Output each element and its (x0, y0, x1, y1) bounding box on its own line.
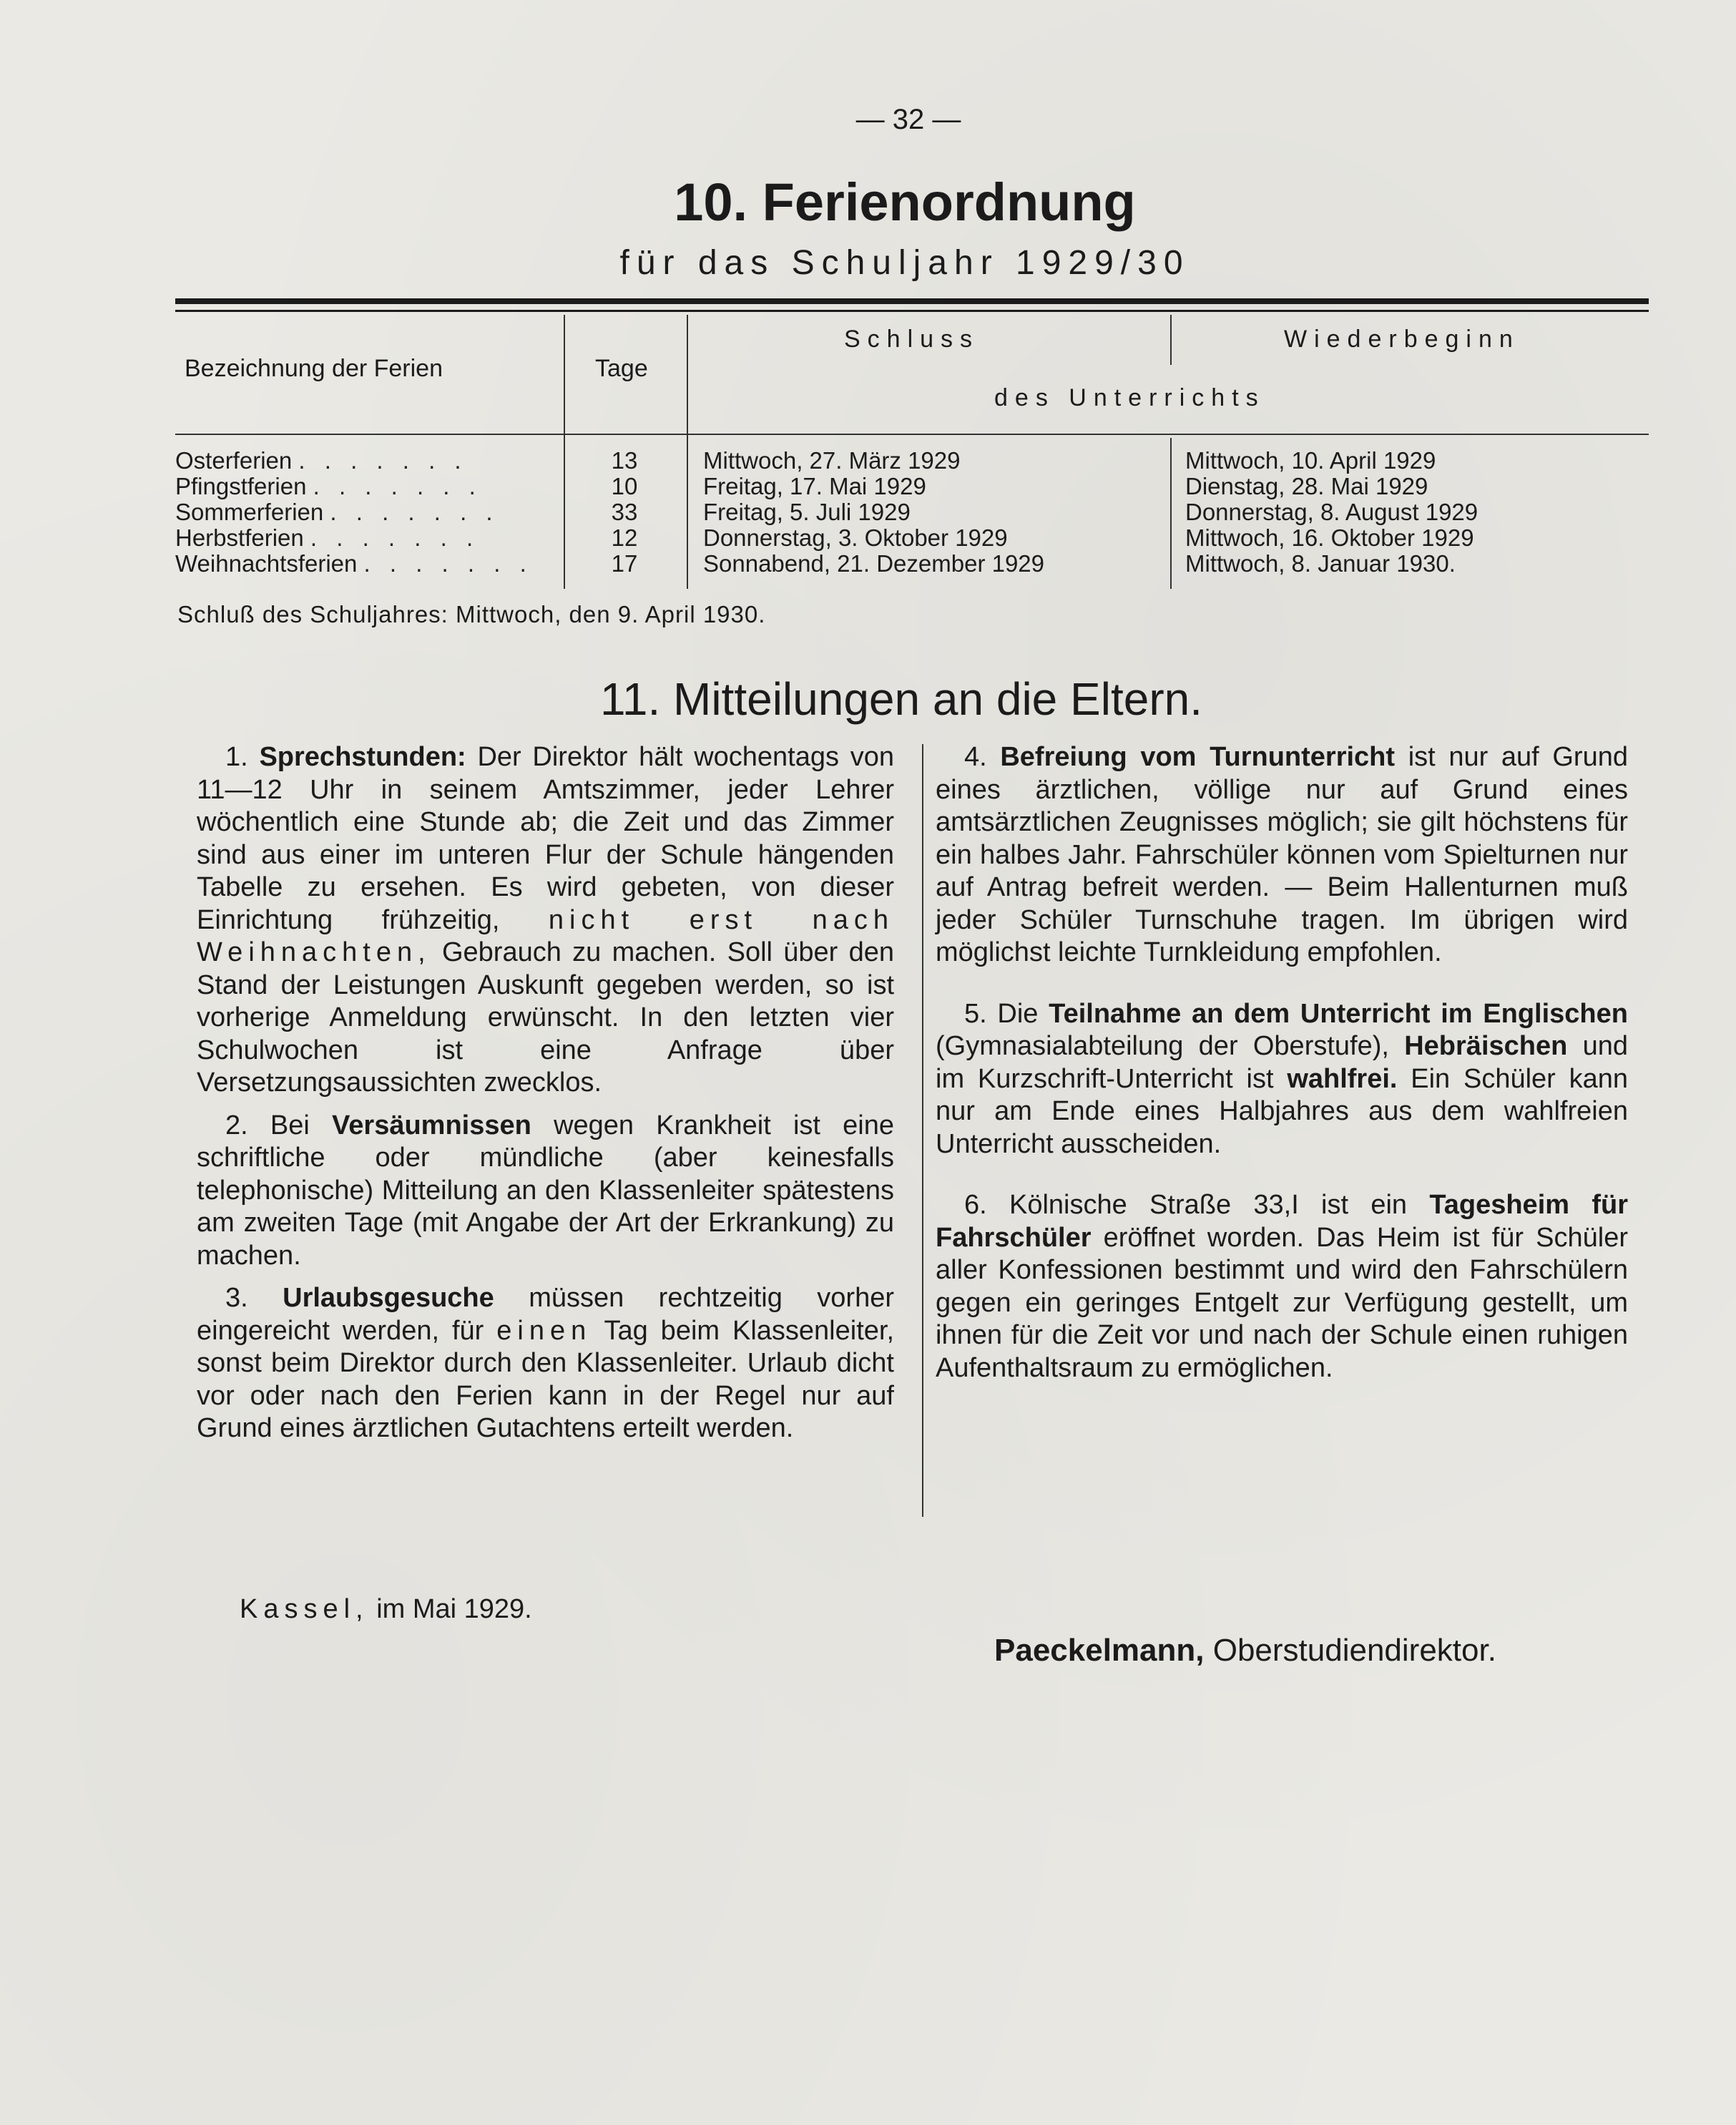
item-text: und im Kurzschrift-Unterricht ist (936, 1031, 1629, 1094)
signer-name: Paeckelmann, (994, 1633, 1205, 1668)
dot-leader: . . . . . . . (330, 499, 499, 525)
notice-item-3 (197, 1282, 894, 1445)
holiday-wiederbeginn: Dienstag, 28. Mai 1929 (1185, 473, 1428, 499)
holiday-wiederbeginn: Mittwoch, 16. Oktober 1929 (1185, 524, 1474, 551)
table-column-divider (1170, 315, 1172, 365)
holiday-days: 12 (611, 524, 638, 551)
dot-leader: . . . . . . . (363, 550, 533, 577)
header-schluss: Schluss (844, 326, 980, 353)
header-bezeichnung: Bezeichnung der Ferien (185, 355, 443, 382)
item-lead: Hebräischen (1404, 1031, 1568, 1061)
item-text: eröffnet worden. Das Heim ist für Schüler aller Konfessionen bestimmt und wird den Fahrschülern gegen ein geringes Entgelt zur Verfügung gestellt, um ihnen für die Zeit vor und nach der Schule einen ruhigen Aufenthaltsraum zu ermöglichen. (936, 1222, 1628, 1383)
signature (994, 1633, 1496, 1669)
header-wiederbeginn: Wiederbeginn (1284, 326, 1520, 353)
header-tage: Tage (595, 355, 648, 382)
table-column-divider (1170, 438, 1172, 589)
item-emphasis: einen (496, 1315, 592, 1346)
item-text: Ein Schüler kann nur am Ende eines Halbjahres aus dem wahlfreien Unterricht ausscheiden. (936, 1063, 1629, 1159)
item-lead: Befreiung vom Turnunterricht (1000, 742, 1396, 772)
holiday-schluss: Freitag, 17. Mai 1929 (703, 473, 926, 499)
place-date-text: im Mai 1929. (376, 1594, 532, 1624)
item-number: 5. (964, 998, 987, 1029)
item-text: Tag beim Klassenleiter, sonst beim Direktor durch den Klassenleiter. Urlaub dicht vor oder nach den Ferien kann in der Regel nur auf Grund eines ärztlichen Gutachtens erteilt werden. (197, 1315, 894, 1443)
holiday-wiederbeginn: Mittwoch, 10. April 1929 (1185, 447, 1436, 474)
dot-leader: . . . . . . . (310, 524, 480, 551)
holiday-days: 17 (611, 550, 638, 577)
right-column (936, 741, 1628, 1384)
column-divider (922, 744, 923, 1517)
item-text: Der Direktor hält wochentags von 11—12 Uhr in seinem Amtszimmer, jeder Lehrer wöchentlich eine Stunde ab; die Zeit und das Zimmer sind aus einer im unteren Flur der Schule hängenden Tabelle zu ersehen. Es wird gebeten, von dieser Einrichtung frühzeitig, (197, 742, 894, 935)
section-10-subtitle: für das Schuljahr 1929/30 (619, 244, 1190, 282)
table-column-divider (687, 315, 688, 589)
item-text: ist nur auf Grund eines ärztlichen, völlige nur auf Grund eines amtsärztlichen Zeugnisses möglich; sie gilt höchstens für ein halbes Jahr. Fahrschüler können vom Spielturnen nur auf Antrag befreit werden. — Beim Hallenturnen muß jeder Schüler Turnschuhe tragen. Im übrigen wird möglichst leichte Turnkleidung empfohlen. (936, 742, 1628, 967)
holiday-name: Osterferien (175, 447, 293, 474)
item-text: (Gymnasialabteilung der Oberstufe), (936, 1031, 1389, 1061)
table-top-rule-thin (175, 310, 1649, 312)
holiday-schluss: Freitag, 5. Juli 1929 (703, 499, 911, 525)
item-emphasis: nicht erst nach Weihnachten, (197, 904, 894, 967)
notice-item-1 (197, 741, 894, 1100)
item-lead: Tagesheim für Fahrschüler (936, 1190, 1628, 1253)
table-row (175, 474, 561, 499)
section-10-title: 10. Ferienordnung (674, 172, 1136, 232)
item-text: müssen rechtzeitig vorher eingereicht werden, für (197, 1283, 894, 1346)
table-top-rule (175, 298, 1649, 304)
item-lead: wahlfrei. (1287, 1063, 1398, 1094)
place-city: Kassel, (240, 1594, 369, 1624)
item-text: Gebrauch zu machen. Soll über den Stand der Leistungen Auskunft gegeben werden, so ist vorherige Anmeldung erwünscht. In den letzten vier Schulwochen ist eine Anfrage über Versetzungsaussichten zwecklos. (197, 937, 895, 1098)
holiday-schluss: Sonnabend, 21. Dezember 1929 (703, 550, 1045, 577)
item-lead: Sprechstunden: (259, 742, 466, 772)
page-number: — 32 — (855, 104, 961, 135)
holiday-days: 13 (611, 447, 638, 474)
table-row (175, 525, 561, 551)
holiday-wiederbeginn: Donnerstag, 8. August 1929 (1185, 499, 1478, 525)
holiday-schluss: Donnerstag, 3. Oktober 1929 (703, 524, 1008, 551)
notice-item-4 (936, 741, 1628, 969)
item-text: Bei (270, 1110, 310, 1140)
item-text: Kölnische Straße 33,I ist ein (1009, 1190, 1408, 1220)
notice-item-6 (936, 1189, 1628, 1384)
holiday-schluss: Mittwoch, 27. März 1929 (703, 447, 961, 474)
notice-item-5 (936, 998, 1628, 1161)
left-column (197, 741, 894, 1445)
holiday-wiederbeginn: Mittwoch, 8. Januar 1930. (1185, 550, 1456, 577)
holiday-name: Herbstferien (175, 524, 304, 551)
item-text: Die (997, 998, 1039, 1029)
table-row (175, 499, 561, 525)
item-lead: Versäumnissen (332, 1110, 531, 1140)
table-row (175, 448, 561, 474)
holiday-name: Weihnachtsferien (175, 550, 358, 577)
school-year-end-note: Schluß des Schuljahres: Mittwoch, den 9. April 1930. (177, 601, 766, 627)
holiday-name: Sommerferien (175, 499, 324, 525)
section-11-title: 11. Mitteilungen an die Eltern. (600, 673, 1202, 725)
item-number: 1. (225, 742, 248, 772)
dot-leader: . . . . . . . (298, 447, 468, 474)
item-number: 6. (964, 1190, 987, 1220)
table-header-rule (175, 434, 1649, 435)
item-text: wegen Krankheit ist eine schriftliche oder mündliche (aber keinesfalls telephonische) Mitteilung an den Klassenleiter spätestens am zweiten Tage (mit Angabe der Art der Erkrankung) zu machen. (197, 1110, 895, 1271)
item-lead: Urlaubsgesuche (283, 1283, 494, 1313)
holiday-name: Pfingstferien (175, 473, 307, 499)
table-column-divider (564, 315, 565, 589)
item-number: 4. (964, 742, 987, 772)
table-row (175, 551, 561, 577)
signer-title: Oberstudiendirektor. (1212, 1633, 1496, 1668)
header-des-unterrichts: des Unterrichts (994, 384, 1265, 411)
item-number: 3. (225, 1283, 248, 1313)
item-lead: Teilnahme an dem Unterricht im Englischen (1049, 998, 1628, 1029)
holiday-days: 33 (611, 499, 638, 525)
notice-item-2 (197, 1110, 894, 1273)
dot-leader: . . . . . . . (313, 473, 482, 499)
holiday-days: 10 (611, 473, 638, 499)
place-date (240, 1594, 532, 1625)
item-number: 2. (225, 1110, 248, 1140)
